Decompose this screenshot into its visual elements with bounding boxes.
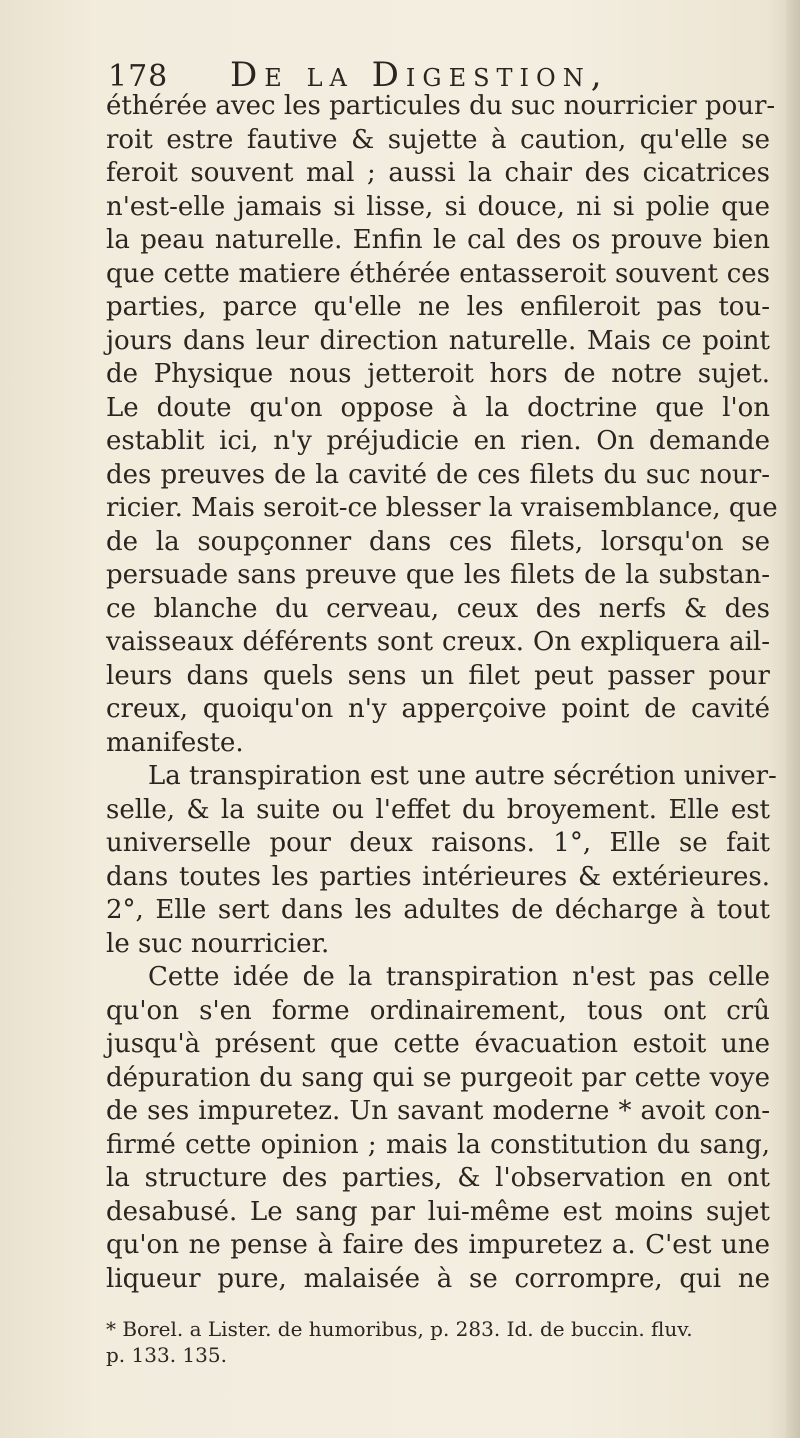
text-line: qu'on s'en forme ordinairement, tous ont crû [106, 995, 770, 1026]
footnote: p. 133. 135. [106, 1343, 227, 1367]
text-line: La transpiration est une autre sécrétion univer- [148, 761, 777, 791]
text-line: firmé cette opinion ; mais la constitution du sang, [106, 1129, 770, 1160]
text-line: de ses impuretez. Un savant moderne * avoit con- [106, 1096, 770, 1126]
text-line: de Physique nous jetteroit hors de notre sujet. [106, 359, 770, 389]
text-line: vaisseaux déférents sont creux. On expliquera ail- [106, 627, 770, 657]
text-line: jusqu'à présent que cette évacuation estoit une [106, 1029, 770, 1059]
text-line: persuade sans preuve que les filets de la substan- [106, 560, 770, 590]
text-line: selle, & la suite ou l'effet du broyement. Elle est [106, 794, 770, 825]
text-line: Le doute qu'on oppose à la doctrine que l'on [106, 392, 770, 423]
text-line: le suc nourricier. [106, 928, 330, 959]
text-line: establit ici, n'y préjudicie en rien. On demande [106, 426, 770, 456]
text-line: liqueur pure, malaisée à se corrompre, qui ne [106, 1263, 770, 1294]
text-line: Cette idée de la transpiration n'est pas celle [148, 962, 770, 992]
body-text [106, 90, 778, 1296]
running-title: De la Digestion, [230, 55, 609, 95]
text-line: des preuves de la cavité de ces filets du suc nour- [106, 459, 770, 490]
page-edge [786, 0, 800, 1438]
text-line: ricier. Mais seroit-ce blesser la vraisemblance, que [106, 493, 778, 523]
text-line: jours dans leur direction naturelle. Mais ce point [106, 325, 770, 356]
text-line: la structure des parties, & l'observation en ont [106, 1163, 770, 1193]
footnote: * Borel. a Lister. de humoribus, p. 283. Id. de buccin. fluv. [106, 1317, 693, 1341]
text-line: qu'on ne pense à faire des impuretez a. C'est une [106, 1230, 770, 1260]
text-line: ce blanche du cerveau, ceux des nerfs & des [106, 593, 770, 624]
text-line: roit estre fautive & sujette à caution, qu'elle se [106, 124, 770, 155]
text-line: desabusé. Le sang par lui-même est moins sujet [106, 1196, 770, 1227]
text-line: dans toutes les parties intérieures & extérieures. [106, 861, 770, 892]
text-line: la peau naturelle. Enfin le cal des os prouve bien [106, 225, 770, 255]
page-number: 178 [108, 59, 169, 94]
text-line: n'est-elle jamais si lisse, si douce, ni si polie que [106, 191, 770, 222]
text-line: que cette matiere éthérée entasseroit souvent ces [106, 258, 770, 289]
text-line: 2°, Elle sert dans les adultes de décharge à tout [106, 895, 770, 925]
text-line: de la soupçonner dans ces filets, lorsqu'on se [106, 526, 770, 557]
text-line: manifeste. [106, 727, 244, 758]
text-line: éthérée avec les particules du suc nourricier pour- [106, 91, 776, 121]
text-line: universelle pour deux raisons. 1°, Elle se fait [106, 828, 770, 858]
text-line: feroit souvent mal ; aussi la chair des cicatrices [106, 158, 770, 188]
text-line: leurs dans quels sens un filet peut passer pour [106, 660, 770, 691]
text-line: parties, parce qu'elle ne les enfileroit pas tou- [106, 292, 770, 322]
text-line: dépuration du sang qui se purgeoit par cette voye [106, 1062, 770, 1093]
text-line: creux, quoiqu'on n'y apperçoive point de cavité [106, 694, 770, 724]
